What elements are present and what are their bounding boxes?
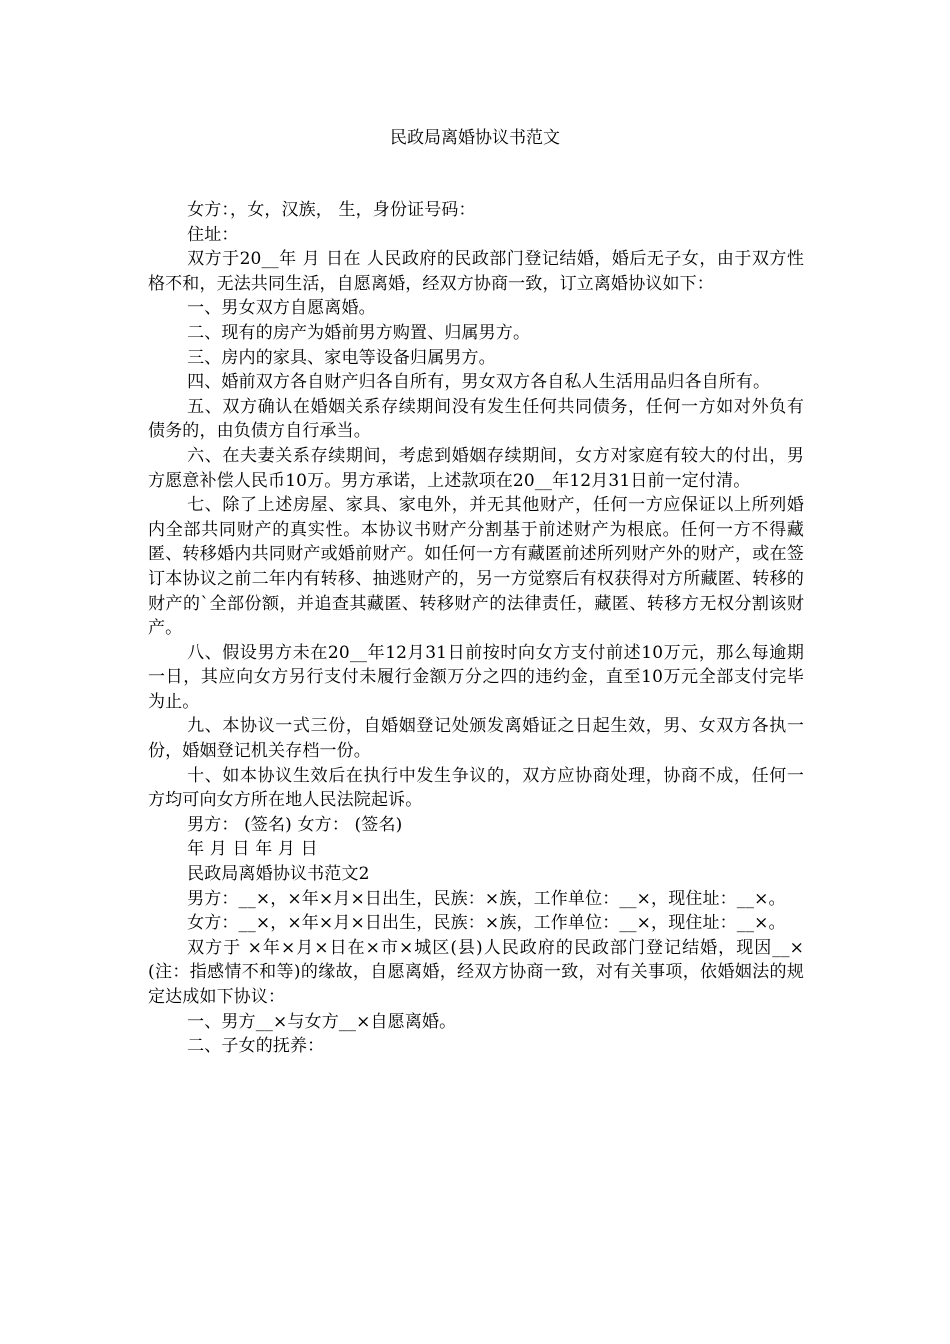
paragraph: 六、在夫妻关系存续期间，考虑到婚姻存续期间，女方对家庭有较大的付出，男方愿意补偿人民币10万。男方承诺，上述款项在20__年12月31日前一定付清。 xyxy=(148,445,804,491)
document-body xyxy=(148,198,804,1059)
paragraph: 五、双方确认在婚姻关系存续期间没有发生任何共同债务，任何一方如对外负有债务的，由负债方自行承当。 xyxy=(148,396,804,442)
paragraph: 十、如本协议生效后在执行中发生争议的，双方应协商处理，协商不成，任何一方均可向女方所在地人民法院起诉。 xyxy=(148,765,804,811)
date-line: 年 月 日 年 月 日 xyxy=(187,839,318,860)
paragraph: 双方于 ×年×月×日在×市×城区(县)人民政府的民政部门登记结婚，现因__×(注：指感情不和等)的缘故，自愿离婚，经双方协商一致，对有关事项，依婚姻法的规定达成如下协议： xyxy=(148,937,804,1007)
document-title: 民政局离婚协议书范文 xyxy=(390,128,560,148)
paragraph: 双方于20__年 月 日在 人民政府的民政部门登记结婚，婚后无子女，由于双方性格不和，无法共同生活，自愿离婚，经双方协商一致，订立离婚协议如下： xyxy=(148,249,804,294)
paragraph: 七、除了上述房屋、家具、家电外，并无其他财产，任何一方应保证以上所列婚内全部共同财产的真实性。本协议书财产分割基于前述财产为根底。任何一方不得藏匿、转移婚内共同财产或婚前财产。如任何一方有藏匿前述所列财产外的财产，或在签订本协议之前二年内有转移、抽逃财产的，另一方觉察后有权获得对方所藏匿、转移的财产的`全部份额，并追查其藏匿、转移财产的法律责任，藏匿、转移方无权分割该财产。 xyxy=(148,495,804,639)
paragraph: 二、子女的抚养： xyxy=(187,1036,325,1057)
paragraph: 一、男方__×与女方__×自愿离婚。 xyxy=(187,1011,457,1032)
paragraph: 四、婚前双方各自财产归各自所有，男女双方各自私人生活用品归各自所有。 xyxy=(187,372,771,393)
section-title: 民政局离婚协议书范文2 xyxy=(187,864,370,885)
paragraph: 九、本协议一式三份，自婚姻登记处颁发离婚证之日起生效，男、女双方各执一份，婚姻登记机关存档一份。 xyxy=(148,716,804,762)
paragraph: 二、现有的房产为婚前男方购置、归属男方。 xyxy=(187,322,531,343)
paragraph: 男方：__×，×年×月×日出生，民族：×族，工作单位：__×，现住址：__×。 xyxy=(187,888,786,909)
paragraph: 住址： xyxy=(187,224,239,245)
paragraph: 女方：，女，汉族， 生，身份证号码： xyxy=(187,200,476,220)
signature-line: 男方： (签名) 女方： (签名) xyxy=(187,814,403,835)
paragraph: 女方：__×，×年×月×日出生，民族：×族，工作单位：__×，现住址：__×。 xyxy=(187,913,786,934)
paragraph: 三、房内的家具、家电等设备归属男方。 xyxy=(187,347,496,368)
paragraph: 八、假设男方未在20__年12月31日前按时向女方支付前述10万元，那么每逾期一日，其应向女方另行支付未履行金额万分之四的违约金，直至10万元全部支付完毕为止。 xyxy=(148,642,804,712)
paragraph: 一、男女双方自愿离婚。 xyxy=(187,298,376,319)
